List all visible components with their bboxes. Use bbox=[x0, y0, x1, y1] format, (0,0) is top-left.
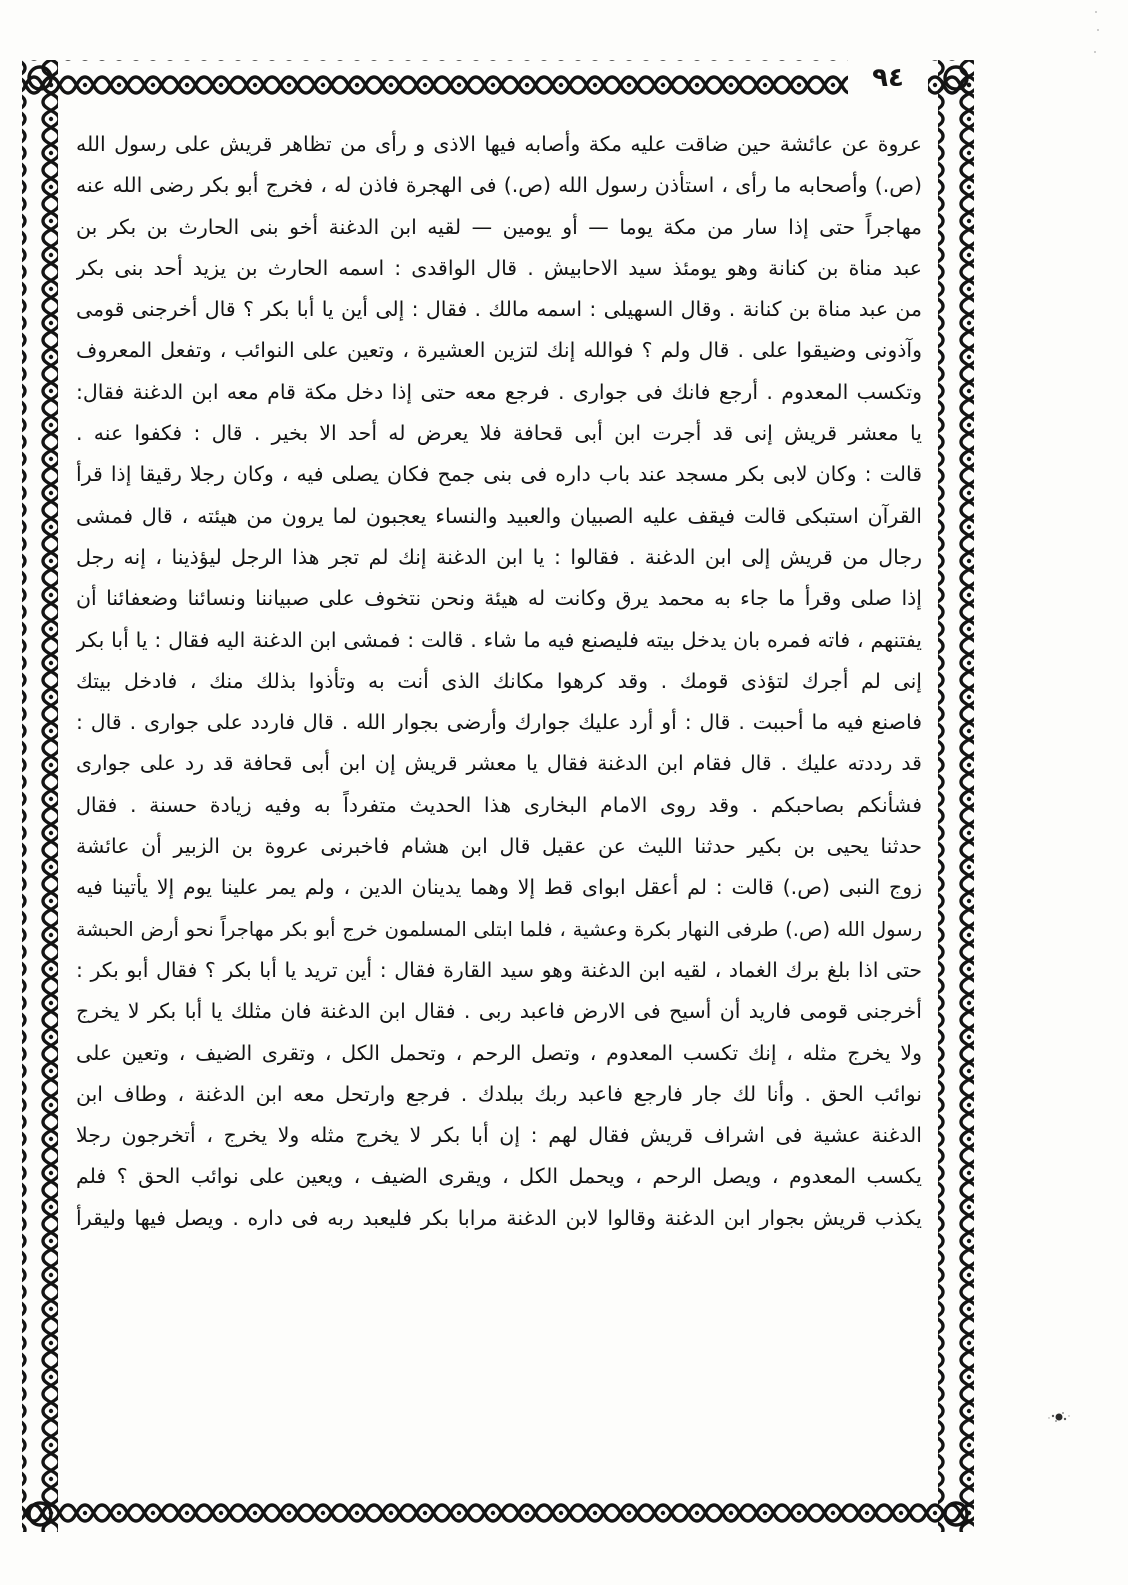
text-line: يكذب قريش بجوار ابن الدغنة وقالوا لابن الدغنة مرابا بكر فليعبد ربه فى داره . ويصل فيها وليقرأ bbox=[76, 1205, 922, 1230]
text-line: ولا يخرج مثله ، إنك تكسب المعدوم ، وتصل الرحم ، وتحمل الكل ، وتقرى الضيف ، وتعين على bbox=[76, 1040, 922, 1065]
page-number: ٩٤ bbox=[848, 58, 928, 98]
text-line: وتكسب المعدوم . أرجع فانك فى جوارى . فرجع معه حتى إذا دخل مكة قام معه ابن الدغنة فقال: bbox=[76, 379, 922, 404]
text-line: (ص.) وأصحابه ما رأى ، استأذن رسول الله (ص.) فى الهجرة فاذن له ، فخرج أبو بكر رضى الله عنه bbox=[76, 173, 922, 198]
text-line: حدثنا يحيى بن بكير حدثنا الليث عن عقيل قال ابن هشام فاخبرنى عروة بن الزبير أن عائشة bbox=[76, 834, 922, 859]
border-right bbox=[938, 60, 974, 1532]
border-bottom bbox=[24, 1496, 972, 1532]
text-line: يا معشر قريش إنى قد أجرت ابن أبى قحافة فلا يعرض له أحد الا بخير . قال : فكفوا عنه . bbox=[76, 421, 922, 446]
text-line bbox=[76, 1239, 922, 1280]
text-line: فاصنع فيه ما أحببت . قال : أو أرد عليك جوارك وأرضى بجوار الله . قال فاردد على جوارى . قال : bbox=[76, 710, 922, 735]
text-line: إنى لم أجرك لتؤذى قومك . وقد كرهوا مكانك الذى أنت به وتأذوا بذلك منك ، فادخل بيتك bbox=[76, 668, 922, 693]
text-line: زوج النبى (ص.) قالت : لم أعقل ابواى قط إلا وهما يدينان الدين ، ولم يمر علينا يوم إلا يأتينا فيه bbox=[76, 875, 922, 900]
scan-dots bbox=[1094, 11, 1099, 53]
text-line: قد رددته عليك . قال فقام ابن الدغنة فقال يا معشر قريش إن ابن أبى قحافة قد رد على جوارى bbox=[76, 751, 922, 776]
text-line: يفتنهم ، فاته فمره بان يدخل بيته فليصنع فيه ما شاء . قالت : فمشى ابن الدغنة اليه فقال : يا أبا بكر bbox=[76, 627, 922, 652]
text-line: أخرجنى قومى فاريد أن أسيح فى الارض فاعبد ربى . فقال ابن الدغنة فان مثلك يا أبا بكر لا يخرج bbox=[76, 999, 922, 1024]
text-line: إذا صلى وقرأ ما جاء به محمد يرق وكانت له هيئة ونحن نتخوف على صبياننا ونسائنا وضعفائنا أن bbox=[76, 586, 922, 611]
text-line: فشأنكم بصاحبكم . وقد روى الامام البخارى هذا الحديث متفرداً به وفيه زيادة حسنة . فقال bbox=[76, 792, 922, 817]
text-line: وآذونى وضيقوا على . قال ولم ؟ فوالله إنك لتزين العشيرة ، وتعين على النوائب ، وتفعل المعروف bbox=[76, 338, 922, 363]
border-top bbox=[24, 60, 972, 96]
body-text bbox=[76, 124, 922, 1486]
text-line: من عبد مناة بن كنانة . وقال السهيلى : اسمه مالك . فقال : إلى أين يا أبا بكر ؟ قال أخرجنى قومى bbox=[76, 297, 922, 322]
ink-speck-icon bbox=[1045, 1408, 1073, 1426]
text-line: حتى اذا بلغ برك الغماد ، لقيه ابن الدغنة وهو سيد القارة فقال : أين تريد يا أبا بكر ؟ فقال أبو بكر : bbox=[76, 957, 922, 982]
border-left bbox=[22, 60, 58, 1532]
text-line: الدغنة عشية فى اشراف قريش فقال لهم : إن أبا بكر لا يخرج مثله ولا يخرج ، أتخرجون رجلا bbox=[76, 1123, 922, 1148]
text-line: قالت : وكان لابى بكر مسجد عند باب داره فى بنى جمح فكان يصلى فيه ، وكان رجلا رقيقا إذا قرأ bbox=[76, 462, 922, 487]
text-line: مهاجراً حتى إذا سار من مكة يوما — أو يومين — لقيه ابن الدغنة أخو بنى الحارث بن بكر بن bbox=[76, 214, 922, 239]
text-line: رجال من قريش إلى ابن الدغنة . فقالوا : يا ابن الدغنة إنك لم تجر هذا الرجل ليؤذينا ، إنه رجل bbox=[76, 544, 922, 569]
text-line: رسول الله (ص.) طرفى النهار بكرة وعشية ، فلما ابتلى المسلمون خرج أبو بكر مهاجراً نحو أرض الحبشة bbox=[76, 917, 922, 941]
text-line: عروة عن عائشة حين ضاقت عليه مكة وأصابه فيها الاذى و رأى من تظاهر قريش على رسول الله bbox=[76, 132, 922, 156]
text-line: القرآن استبكى قالت فيقف عليه الصبيان والعبيد والنساء يعجبون لما يرون من هيئته ، قال فمشى bbox=[76, 503, 922, 528]
text-line: نوائب الحق . وأنا لك جار فارجع فاعبد ربك ببلدك . فرجع وارتحل معه ابن الدغنة ، وطاف ابن bbox=[76, 1081, 922, 1106]
text-line: عبد مناة بن كنانة وهو يومئذ سيد الاحابيش . قال الواقدى : اسمه الحارث بن يزيد أحد بنى بكر bbox=[76, 255, 922, 280]
text-line: يكسب المعدوم ، ويصل الرحم ، ويحمل الكل ، ويقرى الضيف ، ويعين على نوائب الحق ؟ فلم bbox=[76, 1164, 922, 1189]
